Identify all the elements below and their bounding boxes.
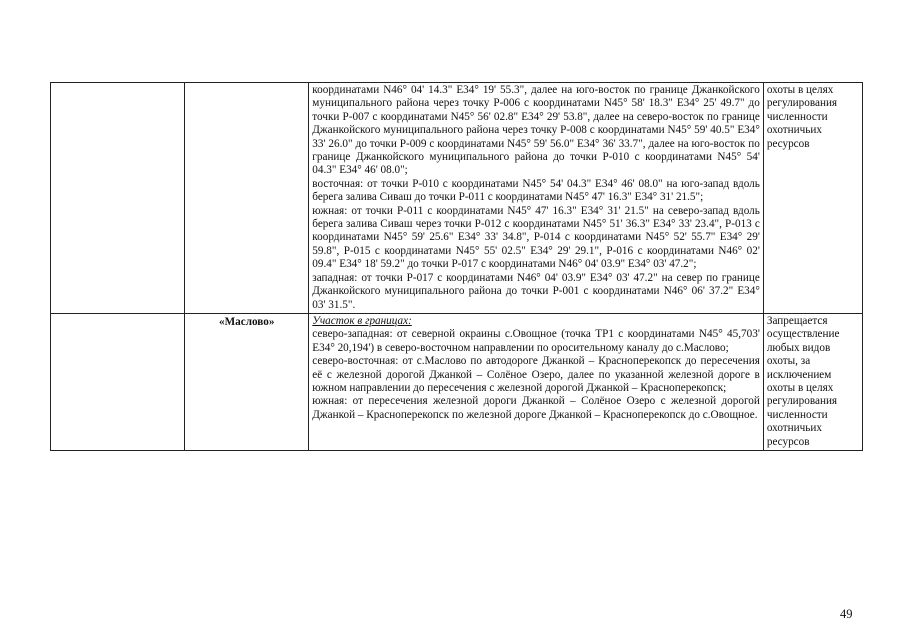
boundary-east: восточная: от точки Р-010 с координатами N45° 54' 04.3" E34° 46' 08.0" на юго-запад вдоль берега залива Сиваш до точки Р-011 с координатами N45° 47' 16.3" E34° 31' 21.5"; bbox=[312, 177, 760, 204]
table-row bbox=[51, 313, 863, 450]
region-cell bbox=[185, 313, 309, 450]
boundary-northwest: северо-западная: от северной окраины с.Овощное (точка ТР1 с координатами N45° 45,703' E34° 20,194') в северо-восточном направлении по оросительному каналу до с.Маслово; bbox=[312, 328, 760, 354]
table-cell-blank bbox=[51, 313, 185, 450]
boundary-south: южная: от точки Р-011 с координатами N45° 47' 16.3" E34° 31' 21.5" на северо-запад вдоль берега залива Сиваш через точки Р-012 с координатами N45° 51' 36.3" E34° 33' 23.4", Р-013 с координатами N45° 59' 25.6" E34° 33' 34.8", Р-014 с координатами N45° 52' 55.7" E34° 29' 59.8", Р-015 с координатами N45° 55' 02.5" E34° 29' 29.1", Р-016 с координатами N46° 02' 09.4" E34° 18' 59.2" до точки Р-017 с координатами N46° 04' 03.9" E34° 03' 47.2"; bbox=[312, 204, 760, 271]
hunting-grounds-table bbox=[50, 82, 863, 451]
boundary-northeast: северо-восточная: от с.Маслово по автодороге Джанкой – Красноперекопск до пересечения её с железной дорогой Джанкой – Солёное Озеро, далее по указанной железной дороге в южном направлении до пересечения с железной дорогой Джанкой – Красноперекопск; bbox=[312, 355, 760, 394]
table-cell-blank bbox=[51, 83, 185, 314]
region-name bbox=[188, 84, 305, 85]
restriction-cell: охоты в целях регулирования численности охотничьих ресурсов bbox=[763, 83, 862, 314]
boundary-paragraph: координатами N46° 04' 14.3" E34° 19' 55.3", далее на юго-восток по границе Джанкойского муниципального района через точку Р-006 с координатами N45° 58' 18.3" E34° 25' 49.7" до точки Р-007 с координатами N45° 56' 02.8" E34° 29' 53.8", далее на северо-восток по границе Джанкойского муниципального района через точку Р-008 с координатами N45° 59' 40.5" E34° 33' 26.0" до точки Р-009 с координатами N45° 59' 56.0" E34° 36' 33.7", далее на юго-восток по границе Джанкойского муниципального района до точки Р-010 с координатами N45° 54' 04.3" E34° 46' 08.0"; bbox=[312, 84, 760, 177]
region-cell bbox=[185, 83, 309, 314]
region-name: «Маслово» bbox=[218, 315, 275, 328]
table-row bbox=[51, 83, 863, 314]
boundary-south: южная: от пересечения железной дороги Джанкой – Солёное Озеро с железной дорогой Джанкой – Красноперекопск по железной дороге Джанкой – Красноперекопск до с.Овощное. bbox=[312, 395, 760, 421]
boundaries-heading: Участок в границах: bbox=[312, 314, 412, 327]
boundary-west: западная: от точки Р-017 с координатами N46° 04' 03.9" E34° 03' 47.2" на север по границе Джанкойского муниципального района до точки Р-001 с координатами N46° 06' 37.2" E34° 03' 31.5". bbox=[312, 271, 760, 311]
page-number: 49 bbox=[840, 607, 853, 621]
boundaries-cell bbox=[309, 313, 764, 450]
restriction-cell: Запрещается осуществление любых видов охоты, за исключением охоты в целях регулирования численности охотничьих ресурсов bbox=[763, 313, 862, 450]
boundaries-cell bbox=[309, 83, 764, 314]
